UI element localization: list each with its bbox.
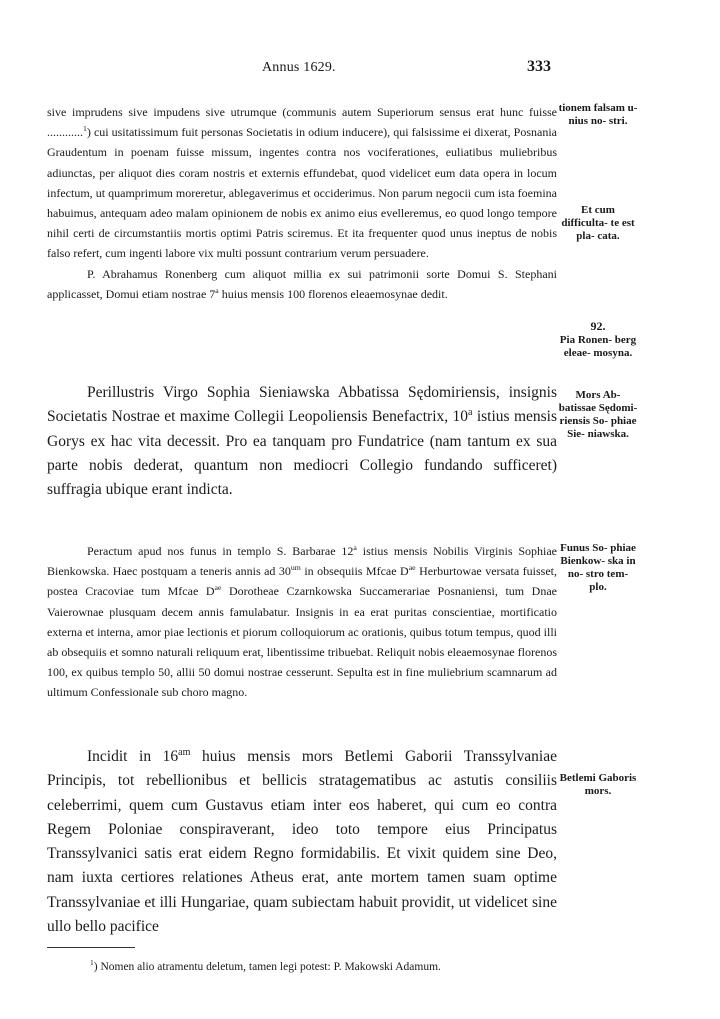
margin-note-3-number: 92.	[590, 319, 606, 333]
margin-note-2: Et cum difficulta- te est pla- cata.	[561, 204, 635, 242]
margin-note-1: tionem falsam u- nius no- stri.	[558, 102, 638, 127]
paragraph-4: Peractum apud nos funus in templo S. Barbarae 12$^a$ istius mensis Nobilis Virginis Sophiae Bienkowska. Haec postquam a teneris annis ad $30^{um}$ in obsequiis Mfcae $D^{ae}$ Herburtowae versata fuisset, postea Cracoviae tum Mfcae $D^{ae}$ Dorotheae Czarnkowska Succamerariae Posnaniensi, tum Dnae Vaierownae plusquam decem annis famulabatur. Insignis in ea erat puritas conscientiae, mortificatio externa et interna, amor piae lectionis et piorum colloquiorum ac orationis, quibus totum tempus, quod illi ab obsequiis et somno naturali reliquum erat, libentissime tribuebat. Reliquit nobis eleaemosynae florenos 100, ex quibus templo 50, allii 50 domui nostrae cesserunt. Sepulta est in fine muliebrium scamnarum ad ultimum Confessionale sub choro magno.	[47, 543, 557, 700]
margin-note-6: Betlemi Gaboris mors.	[559, 772, 637, 797]
paragraph-3: Perillustris Virgo Sophia Sieniawska Abbatissa Sędomiriensis, insignis Societatis Nostrae et maxime Collegii Leopoliensis Benefactrix, 10$^a$ istius mensis Gorys ex hac vita decessit. Pro ea tanquam pro Fundatrice (nam tantum ex sua parte nobis dederat, quantum non mediocri Collegio fundando sufficeret) suffragia ubique erant indicta.	[47, 384, 557, 499]
page-number: 333	[527, 58, 551, 75]
margin-note-3: Pia Ronen- berg eleae- mosyna.	[559, 334, 637, 359]
footnote-rule	[47, 947, 135, 948]
margin-note-4: Mors Ab- batissae Sędomi- riensis So- phiae Sie- niawska.	[558, 389, 638, 440]
main-text-block-4	[47, 745, 557, 939]
margin-note-5: Funus So- phiae Bienkow- ska in no- stro tem- plo.	[560, 542, 636, 593]
main-text-block-2	[47, 381, 557, 502]
paragraph-2: P. Abrahamus Ronenberg cum aliquot millia ex sui patrimonii sorte Domui S. Stephani applicasset, Domui etiam nostrae 7$^a$ huius mensis 100 florenos eleaemosynae dedit.	[47, 266, 557, 301]
main-text-block-1	[47, 102, 557, 304]
paragraph-5: Incidit in $16^{am}$ huius mensis mors Betlemi Gaborii Transsylvaniae Principis, tot rebellionibus et bellicis stratagematibus ac astutis consiliis celeberrimi, quem cum Gustavus etiam inter eos haberet, qui cum eo contra Regem Poloniae conspiraverant, ideo toto tempore eius Principatus Transsylvanici satis erat eidem Regno formidabilis. Et vixit quidem sine Deo, nam iuxta certiores relationes Atheus erat, ante mortem tamen suam optime Transsylvaniae et illi Hungariae, quam subiectam habuit providit, ut videlicet sine ullo bello pacifice	[47, 746, 557, 936]
main-text-block-3	[47, 541, 557, 703]
running-header-title: Annus 1629.	[262, 60, 336, 75]
footnote: $^1$) Nomen alio atramentu deletum, tamen legi potest: P. Makowski Adamum.	[90, 958, 441, 973]
paragraph-1: sive imprudens sive impudens sive utrumque (communis autem Superiorum sensus erat hunc fuisse ............$^1$) cui usitatissimum fuit personas Societatis in odium inducere), qui falsissime ei dixerat, Posnania Graudentum in poenam fuisse missum, ingentes contra nos vociferationes, euliatibus muliebribus adiunctas, per aliquot dies coram nostris et externis effundebat, quod videlicet eum data opera in locum infectum, ut quamprimum moreretur, ablegaverimus et occiderimus. Non parum negocii cum ista foemina habuimus, antequam adeo malam opinionem de nobis ex animo eius evelleremus, eo quod longo tempore nihil certi de circumstantiis mortis optimi Patris sciremus. Et ita frequenter quod unus ineptus de nobis falso refert, cum ingenti labore vix multi possunt contrarium verum persuadere.	[47, 105, 557, 261]
